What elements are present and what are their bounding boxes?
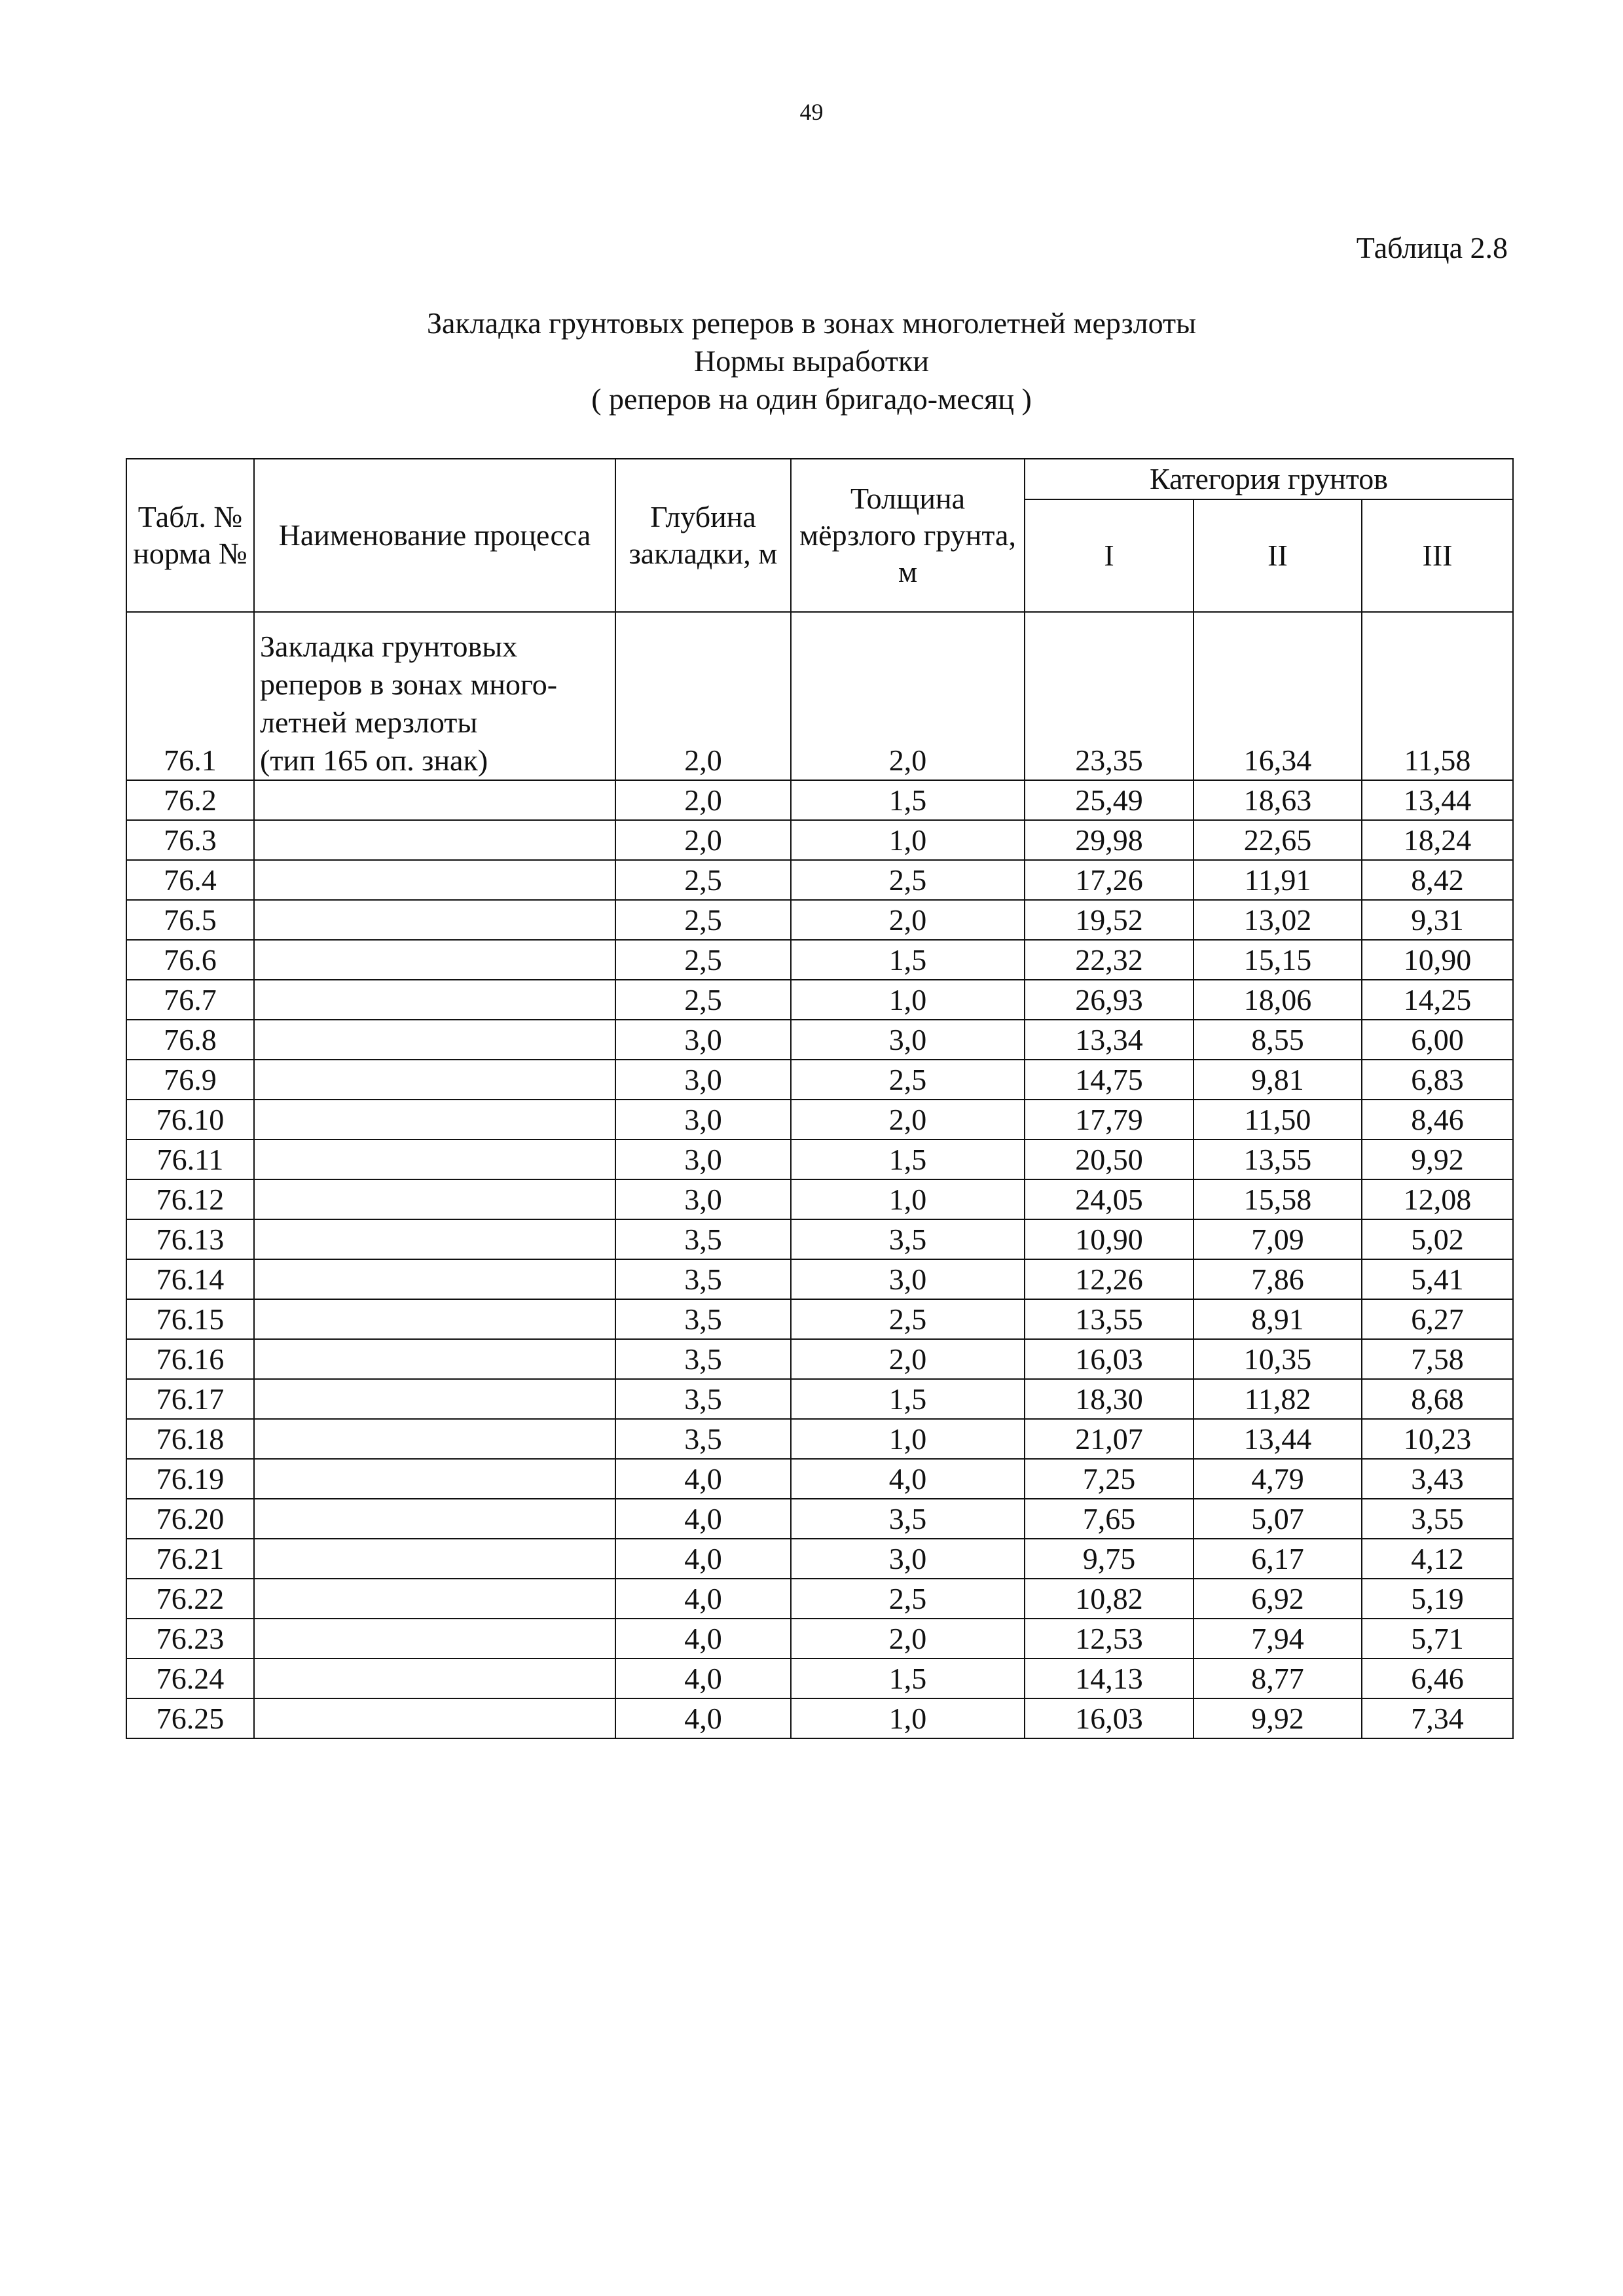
cell-category-1: 17,79 xyxy=(1025,1100,1194,1139)
title-line-3: ( реперов на один бригадо-месяц ) xyxy=(591,382,1032,416)
table-row xyxy=(126,1459,1513,1499)
table-row xyxy=(126,1419,1513,1459)
cell-process-name xyxy=(254,860,615,900)
cell-norm-number: 76.21 xyxy=(126,1539,254,1579)
cell-depth: 3,0 xyxy=(615,1060,791,1100)
cell-category-3: 10,90 xyxy=(1362,940,1513,980)
cell-norm-number: 76.22 xyxy=(126,1579,254,1619)
norms-table xyxy=(126,458,1514,1739)
cell-depth: 3,5 xyxy=(615,1339,791,1379)
cell-process-name xyxy=(254,612,615,780)
cell-thickness: 2,5 xyxy=(791,1299,1025,1339)
cell-norm-number: 76.25 xyxy=(126,1698,254,1738)
cell-category-2: 9,92 xyxy=(1194,1698,1362,1738)
header-category-1: I xyxy=(1025,499,1194,612)
cell-category-3: 6,83 xyxy=(1362,1060,1513,1100)
cell-category-1: 10,90 xyxy=(1025,1219,1194,1259)
cell-category-3: 5,71 xyxy=(1362,1619,1513,1659)
cell-thickness: 3,0 xyxy=(791,1020,1025,1060)
cell-process-name xyxy=(254,1379,615,1419)
title-line-1: Закладка грунтовых реперов в зонах многолетней мерзлоты xyxy=(426,306,1197,340)
table-row xyxy=(126,1100,1513,1139)
cell-category-2: 8,55 xyxy=(1194,1020,1362,1060)
cell-thickness: 3,5 xyxy=(791,1499,1025,1539)
header-soil-category: Категория грунтов xyxy=(1025,459,1513,499)
cell-depth: 3,5 xyxy=(615,1379,791,1419)
cell-process-name xyxy=(254,1339,615,1379)
cell-category-1: 17,26 xyxy=(1025,860,1194,900)
table-row xyxy=(126,1698,1513,1738)
cell-depth: 2,0 xyxy=(615,820,791,860)
cell-depth: 2,5 xyxy=(615,980,791,1020)
cell-depth: 4,0 xyxy=(615,1499,791,1539)
table-row xyxy=(126,1020,1513,1060)
cell-depth: 3,5 xyxy=(615,1219,791,1259)
cell-process-name xyxy=(254,1259,615,1299)
table-row xyxy=(126,1139,1513,1179)
cell-category-3: 7,34 xyxy=(1362,1698,1513,1738)
cell-process-name xyxy=(254,1299,615,1339)
cell-norm-number: 76.7 xyxy=(126,980,254,1020)
cell-category-1: 19,52 xyxy=(1025,900,1194,940)
cell-norm-number: 76.19 xyxy=(126,1459,254,1499)
cell-depth: 3,0 xyxy=(615,1139,791,1179)
cell-process-name xyxy=(254,1100,615,1139)
cell-category-1: 29,98 xyxy=(1025,820,1194,860)
cell-category-1: 13,34 xyxy=(1025,1020,1194,1060)
cell-category-2: 22,65 xyxy=(1194,820,1362,860)
cell-norm-number: 76.8 xyxy=(126,1020,254,1060)
cell-norm-number: 76.20 xyxy=(126,1499,254,1539)
cell-depth: 4,0 xyxy=(615,1539,791,1579)
cell-category-1: 12,53 xyxy=(1025,1619,1194,1659)
cell-category-1: 14,13 xyxy=(1025,1659,1194,1698)
cell-category-2: 10,35 xyxy=(1194,1339,1362,1379)
table-body xyxy=(126,612,1513,1738)
cell-category-1: 14,75 xyxy=(1025,1060,1194,1100)
table-row xyxy=(126,1259,1513,1299)
cell-depth: 4,0 xyxy=(615,1698,791,1738)
cell-process-name xyxy=(254,1619,615,1659)
cell-category-3: 8,68 xyxy=(1362,1379,1513,1419)
cell-thickness: 3,0 xyxy=(791,1259,1025,1299)
cell-category-1: 26,93 xyxy=(1025,980,1194,1020)
cell-process-name xyxy=(254,1139,615,1179)
cell-thickness: 2,0 xyxy=(791,1339,1025,1379)
table-row xyxy=(126,940,1513,980)
cell-category-1: 9,75 xyxy=(1025,1539,1194,1579)
cell-thickness: 2,0 xyxy=(791,1100,1025,1139)
cell-category-2: 8,77 xyxy=(1194,1659,1362,1698)
cell-thickness: 4,0 xyxy=(791,1459,1025,1499)
table-row xyxy=(126,1499,1513,1539)
cell-category-3: 8,42 xyxy=(1362,860,1513,900)
cell-process-name xyxy=(254,1659,615,1698)
cell-depth: 4,0 xyxy=(615,1579,791,1619)
cell-category-3: 11,58 xyxy=(1362,612,1513,780)
cell-norm-number: 76.15 xyxy=(126,1299,254,1339)
cell-norm-number: 76.16 xyxy=(126,1339,254,1379)
cell-depth: 3,5 xyxy=(615,1299,791,1339)
cell-norm-number: 76.23 xyxy=(126,1619,254,1659)
cell-process-name xyxy=(254,1060,615,1100)
cell-category-1: 13,55 xyxy=(1025,1299,1194,1339)
cell-norm-number: 76.13 xyxy=(126,1219,254,1259)
cell-process-name xyxy=(254,1179,615,1219)
cell-thickness: 1,5 xyxy=(791,940,1025,980)
cell-norm-number: 76.12 xyxy=(126,1179,254,1219)
table-caption: Таблица 2.8 xyxy=(1356,231,1508,264)
cell-category-3: 3,43 xyxy=(1362,1459,1513,1499)
cell-category-2: 8,91 xyxy=(1194,1299,1362,1339)
cell-category-2: 7,94 xyxy=(1194,1619,1362,1659)
cell-category-3: 6,27 xyxy=(1362,1299,1513,1339)
cell-process-name xyxy=(254,1539,615,1579)
header-process-name: Наименование процесса xyxy=(254,459,615,612)
cell-category-3: 4,12 xyxy=(1362,1539,1513,1579)
cell-norm-number: 76.24 xyxy=(126,1659,254,1698)
cell-thickness: 1,5 xyxy=(791,780,1025,820)
cell-thickness: 1,0 xyxy=(791,980,1025,1020)
cell-category-2: 7,09 xyxy=(1194,1219,1362,1259)
table-row xyxy=(126,900,1513,940)
cell-norm-number: 76.2 xyxy=(126,780,254,820)
process-name-line-2: реперов в зонах много- xyxy=(260,668,558,701)
cell-norm-number: 76.18 xyxy=(126,1419,254,1459)
cell-category-1: 21,07 xyxy=(1025,1419,1194,1459)
table-row xyxy=(126,612,1513,780)
cell-category-2: 15,58 xyxy=(1194,1179,1362,1219)
cell-category-3: 9,92 xyxy=(1362,1139,1513,1179)
cell-category-2: 15,15 xyxy=(1194,940,1362,980)
cell-category-3: 14,25 xyxy=(1362,980,1513,1020)
cell-category-3: 13,44 xyxy=(1362,780,1513,820)
process-name-line-3: летней мерзлоты xyxy=(260,706,478,739)
cell-category-1: 22,32 xyxy=(1025,940,1194,980)
header-norm-number: Табл. № норма № xyxy=(126,459,254,612)
page-number: 49 xyxy=(799,99,824,125)
cell-thickness: 2,5 xyxy=(791,1060,1025,1100)
cell-process-name xyxy=(254,1499,615,1539)
cell-category-1: 7,25 xyxy=(1025,1459,1194,1499)
cell-thickness: 2,0 xyxy=(791,612,1025,780)
cell-process-name xyxy=(254,1459,615,1499)
cell-process-name xyxy=(254,1579,615,1619)
cell-depth: 3,0 xyxy=(615,1020,791,1060)
cell-category-1: 16,03 xyxy=(1025,1339,1194,1379)
cell-norm-number: 76.17 xyxy=(126,1379,254,1419)
cell-norm-number: 76.9 xyxy=(126,1060,254,1100)
cell-category-1: 20,50 xyxy=(1025,1139,1194,1179)
cell-category-1: 18,30 xyxy=(1025,1379,1194,1419)
table-row xyxy=(126,860,1513,900)
cell-process-name xyxy=(254,940,615,980)
cell-category-3: 8,46 xyxy=(1362,1100,1513,1139)
table-row xyxy=(126,1619,1513,1659)
cell-category-2: 11,50 xyxy=(1194,1100,1362,1139)
cell-depth: 3,0 xyxy=(615,1100,791,1139)
cell-category-2: 6,17 xyxy=(1194,1539,1362,1579)
cell-process-name xyxy=(254,980,615,1020)
cell-depth: 3,5 xyxy=(615,1419,791,1459)
cell-process-name xyxy=(254,780,615,820)
cell-thickness: 2,0 xyxy=(791,900,1025,940)
cell-category-1: 23,35 xyxy=(1025,612,1194,780)
cell-category-3: 3,55 xyxy=(1362,1499,1513,1539)
cell-category-3: 7,58 xyxy=(1362,1339,1513,1379)
cell-category-2: 4,79 xyxy=(1194,1459,1362,1499)
cell-thickness: 2,5 xyxy=(791,1579,1025,1619)
cell-category-2: 18,06 xyxy=(1194,980,1362,1020)
table-row xyxy=(126,780,1513,820)
cell-depth: 4,0 xyxy=(615,1659,791,1698)
cell-category-3: 18,24 xyxy=(1362,820,1513,860)
cell-category-3: 6,00 xyxy=(1362,1020,1513,1060)
cell-norm-number: 76.6 xyxy=(126,940,254,980)
table-row xyxy=(126,1219,1513,1259)
cell-depth: 2,0 xyxy=(615,780,791,820)
cell-norm-number: 76.11 xyxy=(126,1139,254,1179)
cell-process-name xyxy=(254,900,615,940)
cell-thickness: 3,0 xyxy=(791,1539,1025,1579)
cell-thickness: 1,0 xyxy=(791,1179,1025,1219)
table-row xyxy=(126,1379,1513,1419)
cell-category-2: 5,07 xyxy=(1194,1499,1362,1539)
cell-process-name xyxy=(254,1219,615,1259)
header-category-3: III xyxy=(1362,499,1513,612)
cell-norm-number: 76.14 xyxy=(126,1259,254,1299)
cell-category-2: 11,82 xyxy=(1194,1379,1362,1419)
table-row xyxy=(126,820,1513,860)
cell-category-1: 10,82 xyxy=(1025,1579,1194,1619)
cell-norm-number: 76.1 xyxy=(126,612,254,780)
cell-depth: 2,5 xyxy=(615,940,791,980)
cell-depth: 2,0 xyxy=(615,612,791,780)
cell-thickness: 1,0 xyxy=(791,1698,1025,1738)
process-name-line-4: (тип 165 оп. знак) xyxy=(260,744,488,777)
cell-thickness: 1,5 xyxy=(791,1659,1025,1698)
cell-category-2: 16,34 xyxy=(1194,612,1362,780)
cell-thickness: 1,5 xyxy=(791,1379,1025,1419)
cell-category-3: 5,02 xyxy=(1362,1219,1513,1259)
cell-process-name xyxy=(254,1020,615,1060)
cell-depth: 4,0 xyxy=(615,1619,791,1659)
cell-category-2: 13,55 xyxy=(1194,1139,1362,1179)
cell-depth: 2,5 xyxy=(615,900,791,940)
cell-category-2: 6,92 xyxy=(1194,1579,1362,1619)
cell-category-1: 16,03 xyxy=(1025,1698,1194,1738)
table-title xyxy=(0,304,1623,418)
cell-category-2: 18,63 xyxy=(1194,780,1362,820)
table-row xyxy=(126,1179,1513,1219)
process-name-line-1: Закладка грунтовых xyxy=(260,630,518,663)
cell-depth: 3,5 xyxy=(615,1259,791,1299)
table-row xyxy=(126,980,1513,1020)
cell-norm-number: 76.5 xyxy=(126,900,254,940)
cell-depth: 4,0 xyxy=(615,1459,791,1499)
cell-category-3: 5,41 xyxy=(1362,1259,1513,1299)
cell-norm-number: 76.10 xyxy=(126,1100,254,1139)
cell-norm-number: 76.4 xyxy=(126,860,254,900)
cell-process-name xyxy=(254,820,615,860)
cell-process-name xyxy=(254,1698,615,1738)
table-row xyxy=(126,1299,1513,1339)
cell-category-1: 7,65 xyxy=(1025,1499,1194,1539)
cell-thickness: 1,0 xyxy=(791,820,1025,860)
table-row xyxy=(126,1539,1513,1579)
title-line-2: Нормы выработки xyxy=(694,344,929,378)
table-row xyxy=(126,1339,1513,1379)
cell-thickness: 3,5 xyxy=(791,1219,1025,1259)
cell-category-2: 11,91 xyxy=(1194,860,1362,900)
header-frozen-thickness: Толщина мёрзлого грунта, м xyxy=(791,459,1025,612)
cell-category-3: 6,46 xyxy=(1362,1659,1513,1698)
cell-thickness: 1,0 xyxy=(791,1419,1025,1459)
cell-category-3: 10,23 xyxy=(1362,1419,1513,1459)
cell-category-3: 9,31 xyxy=(1362,900,1513,940)
cell-depth: 2,5 xyxy=(615,860,791,900)
table-row xyxy=(126,1060,1513,1100)
header-depth: Глубина закладки, м xyxy=(615,459,791,612)
cell-category-1: 24,05 xyxy=(1025,1179,1194,1219)
cell-category-2: 13,02 xyxy=(1194,900,1362,940)
cell-norm-number: 76.3 xyxy=(126,820,254,860)
cell-category-1: 25,49 xyxy=(1025,780,1194,820)
cell-thickness: 2,0 xyxy=(791,1619,1025,1659)
cell-category-3: 12,08 xyxy=(1362,1179,1513,1219)
cell-process-name xyxy=(254,1419,615,1459)
cell-category-1: 12,26 xyxy=(1025,1259,1194,1299)
cell-thickness: 2,5 xyxy=(791,860,1025,900)
cell-category-2: 9,81 xyxy=(1194,1060,1362,1100)
table-row xyxy=(126,1579,1513,1619)
cell-category-3: 5,19 xyxy=(1362,1579,1513,1619)
header-category-2: II xyxy=(1194,499,1362,612)
cell-depth: 3,0 xyxy=(615,1179,791,1219)
cell-category-2: 7,86 xyxy=(1194,1259,1362,1299)
cell-category-2: 13,44 xyxy=(1194,1419,1362,1459)
table-row xyxy=(126,1659,1513,1698)
cell-thickness: 1,5 xyxy=(791,1139,1025,1179)
